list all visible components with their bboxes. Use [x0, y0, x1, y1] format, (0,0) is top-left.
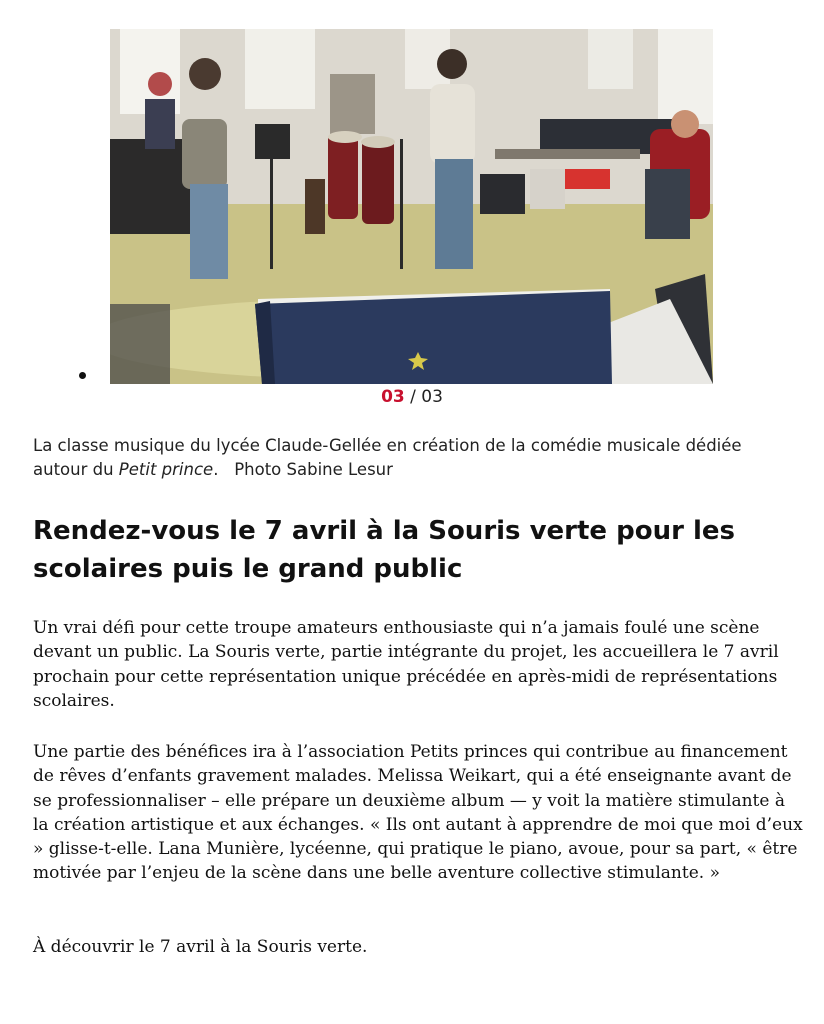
article-paragraph-2: Une partie des bénéfices ira à l’association Petits princes qui contribue au financement de rêves d’enfants gravement malades. Melissa Weikart, qui a été enseignante avant de se professionnaliser – elle prépare un deuxième album — y voit la matière stimulante à la création artistique et aux échanges. « Ils ont autant à apprendre de moi que moi d’eux » glisse-t-elle. Lana Munière, lycéenne, qui pratique le piano, avoue, pour sa part, « être motivée par l’enjeu de la scène dans une belle aventure collective stimulante. »: [33, 742, 803, 884]
article-paragraph-1: Un vrai défi pour cette troupe amateurs enthousiaste qui n’a jamais foulé une scène devant un public. La Souris verte, partie intégrante du projet, les accueillera le 7 avril prochain pour cette représentation unique précédée en après-midi de représentations scolaires.: [33, 618, 779, 711]
slide-counter-separator: /: [404, 387, 422, 407]
slide-counter-total: 03: [421, 387, 443, 407]
list-bullet: [79, 372, 86, 379]
caption-text: La classe musique du lycée Claude-Gellée en création de la comédie musicale dédiée autour du: [33, 436, 742, 479]
caption-title: Petit prince: [118, 460, 214, 479]
classroom-photo: [110, 29, 713, 384]
caption-text-end: .: [213, 460, 219, 479]
slide-counter-current: 03: [381, 387, 405, 407]
photo-credit: Photo Sabine Lesur: [234, 460, 393, 479]
photo-caption: [33, 434, 793, 482]
photo-slide[interactable]: [110, 29, 713, 384]
slide-counter: [0, 387, 824, 407]
article-paragraph-3: À découvrir le 7 avril à la Souris verte.: [33, 937, 368, 957]
article-subheading: Rendez-vous le 7 avril à la Souris verte pour les scolaires puis le grand public: [33, 516, 735, 584]
